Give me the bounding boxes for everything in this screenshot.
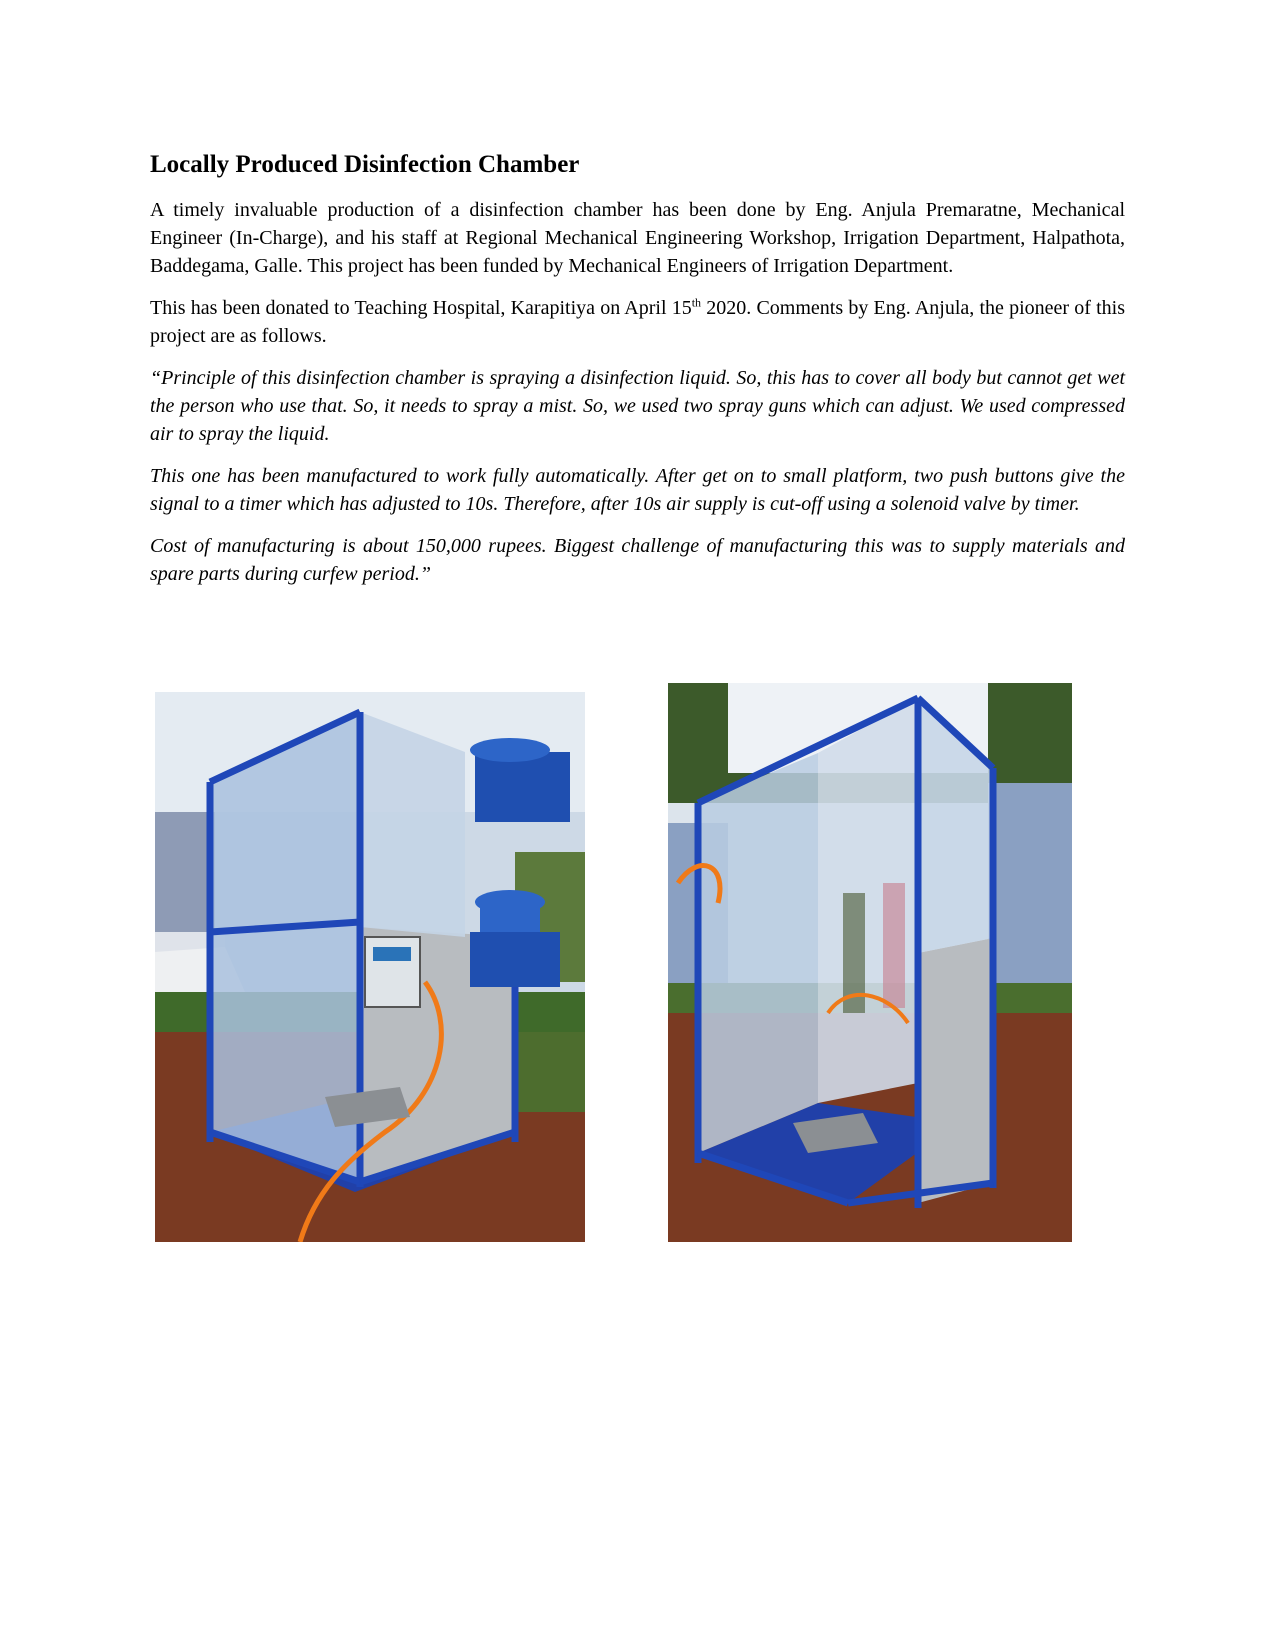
quote-cost: Cost of manufacturing is about 150,000 rupees. Biggest challenge of manufacturing this was to supply materials and spare parts during curfew period.” bbox=[150, 535, 1125, 585]
paragraph-donation bbox=[150, 294, 1125, 350]
chamber-side-illustration bbox=[155, 692, 585, 1242]
ordinal-suffix: th bbox=[691, 295, 702, 310]
photo-chamber-front-view bbox=[668, 683, 1072, 1242]
document-title: Locally Produced Disinfection Chamber bbox=[150, 151, 580, 178]
quote-automation: This one has been manufactured to work fully automatically. After get on to small platform, two push buttons give the signal to a timer which has adjusted to 10s. Therefore, after 10s air supply is cut-off using a solenoid valve by timer. bbox=[150, 465, 1125, 515]
paragraph-intro: A timely invaluable production of a disinfection chamber has been done by Eng. Anjula Premaratne, Mechanical Engineer (In-Charge), and his staff at Regional Mechanical Engineering Workshop, Irrigation Department, Halpathota, Baddegama, Galle. This project has been funded by Mechanical Engineers of Irrigation Department. bbox=[150, 199, 1125, 277]
quote-principle: “Principle of this disinfection chamber is spraying a disinfection liquid. So, this has to cover all body but cannot get wet the person who use that. So, it needs to spray a mist. So, we used two spray guns which can adjust. We used compressed air to spray the liquid. bbox=[150, 367, 1125, 445]
photo-chamber-side-view bbox=[155, 692, 585, 1242]
chamber-front-illustration bbox=[668, 683, 1072, 1242]
donation-text-end: 2020. Comments by Eng. Anjula, the pioneer of this project are as follows. bbox=[150, 297, 1125, 347]
donation-text-start: This has been donated to Teaching Hospital, Karapitiya on April 15 bbox=[150, 297, 692, 319]
document-body bbox=[150, 150, 1125, 602]
